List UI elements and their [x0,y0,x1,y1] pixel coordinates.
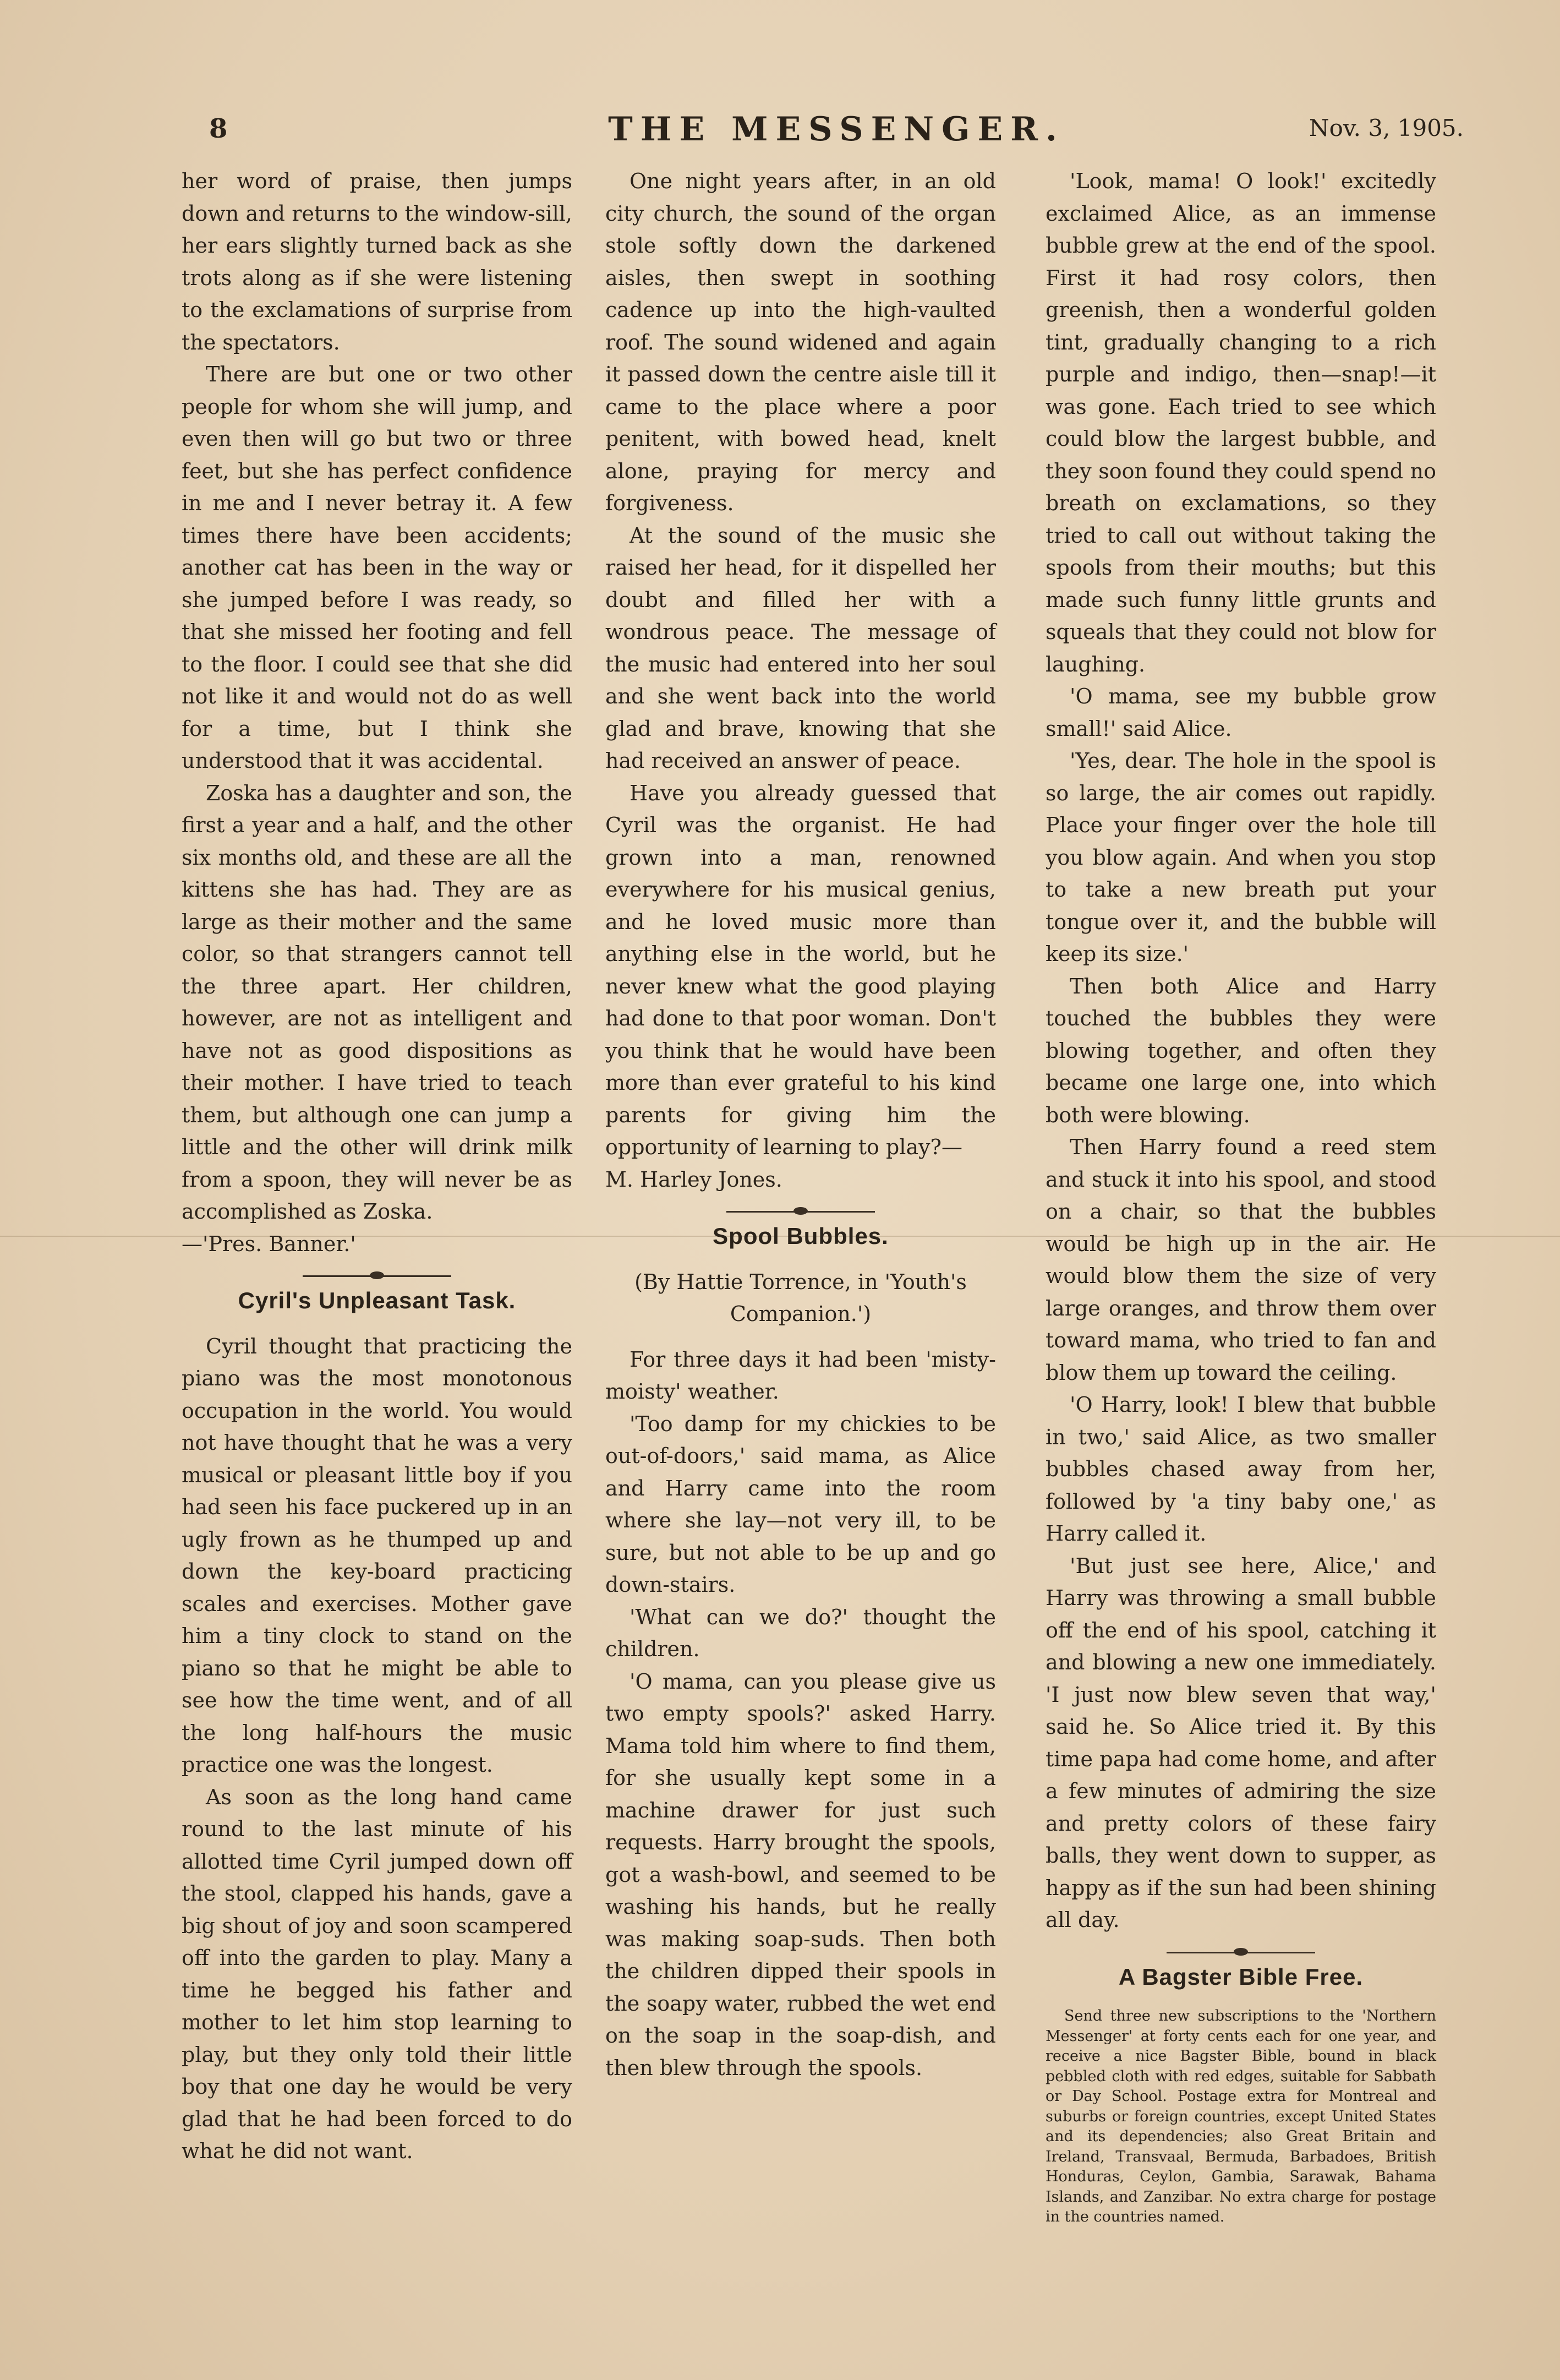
cyril-author: M. Harley Jones. [605,1167,782,1192]
spool-paragraph: 'Too damp for my chickies to be out-of-doors,' said mama, as Alice and Harry came into the room where she lay—not very ill, to be sure, but not able to be up and go down-stairs. [605,1411,996,1597]
spool-paragraph: Then Harry found a reed stem and stuck it into his spool, and stood on a chair, so that the bubbles would be high up in the air. He would blow them the size of very large oranges, and throw them over toward mama, who tried to fan and blow them up toward the ceiling. [1046,1135,1436,1385]
cyril-paragraph: One night years after, in an old city church, the sound of the organ stole softly down the darkened aisles, then swept in soothing cadence up into the high-vaulted roof. The sound widened and again it passed down the centre aisle till it came to the place where a poor penitent, with bowed head, knelt alone, praying for mercy and forgiveness. [605,169,996,515]
cyril-title: Cyril's Unpleasant Task. [238,1287,516,1313]
cyril-paragraph: Have you already guessed that Cyril was the organist. He had grown into a man, renowned everywhere for his musical genius, and he loved music more than anything else in the world, but he never knew what the good playing had done to that poor woman. Don't you think that he would have been more than ever grateful to his kind parents for giving him the opportunity of learning to play?— [605,780,996,1159]
page-number: 8 [209,113,228,144]
column-3 [1046,165,1436,2225]
column-2 [605,165,996,2213]
zoska-source: —'Pres. Banner.' [182,1231,356,1256]
cyril-paragraph: At the sound of the music she raised her head, for it dispelled her doubt and filled her with a wondrous peace. The message of the music had entered into her soul and she went back into the world glad and brave, knowing that she had received an answer of peace. [605,523,996,773]
spool-title: Spool Bubbles. [713,1223,889,1249]
bible-notice-text: Send three new subscriptions to the 'Northern Messenger' at forty cents each for one year, and receive a nice Bagster Bible, bound in black pebbled cloth with red edges, suitable for Sabbath or Day School. Postage extra for Montreal and suburbs or foreign countries, except United States and its dependencies; also Great Britain and Ireland, Transvaal, Bermuda, Barbadoes, British Honduras, Ceylon, Gambia, Sarawak, Bahama Islands, and Zanzibar. No extra charge for postage in the countries named. [1046,2007,1436,2225]
column-1 [182,165,572,2213]
spool-paragraph: 'Look, mama! O look!' excitedly exclaimed Alice, as an immense bubble grew at the end of the spool. First it had rosy colors, then greenish, then a wonderful golden tint, gradually changing to a rich purple and indigo, then—snap!—it was gone. Each tried to see which could blow the largest bubble, and they soon found they could spend no breath on exclamations, so they tried to call out without taking the spools from their mouths; but this made such funny little grunts and squeals that they could not blow for laughing. [1046,169,1436,676]
spool-paragraph: 'O mama, see my bubble grow small!' said Alice. [1046,684,1436,741]
bible-notice-title: A Bagster Bible Free. [1118,1963,1364,1990]
cyril-paragraph: As soon as the long hand came round to the last minute of his allotted time Cyril jumped down off the stool, clapped his hands, gave a big shout of joy and soon scampered off into the garden to play. Many a time he begged his father and mother to let him stop learning to play, but they only told their little boy that one day he would be very glad that he had been forced to do what he did not want. [182,1784,572,2163]
spool-paragraph: 'What can we do?' thought the children. [605,1604,996,1661]
spool-paragraph: 'O mama, can you please give us two empty spools?' asked Harry. Mama told him where to find them, for she usually kept some in a machine drawer for just such requests. Harry brought the spools, got a wash-bowl, and seemed to be washing his hands, but he really was making soap-suds. Then both the children dipped their spools in the soapy water, rubbed the wet end on the soap in the soap-dish, and then blew through the spools. [605,1669,996,2080]
section-divider [726,1211,875,1213]
spool-byline: (By Hattie Torrence, in 'Youth's Companion.') [634,1269,967,1326]
cyril-paragraph: Cyril thought that practicing the piano was the most monotonous occupation in the world. You would not have thought that he was a very musical or pleasant little boy if you had seen his face puckered up in an ugly frown as he thumped up and down the key-board practicing scales and exercises. Mother gave him a tiny clock to stand on the piano so that he might be able to see how the time went, and of all the long half-hours the music practice one was the longest. [182,1334,572,1777]
masthead [209,110,1464,160]
spool-paragraph: 'O Harry, look! I blew that bubble in two,' said Alice, as two smaller bubbles chased away from her, followed by 'a tiny baby one,' as Harry called it. [1046,1393,1436,1546]
spool-paragraph: Then both Alice and Harry touched the bubbles they were blowing together, and often they became one large one, into which both were blowing. [1046,974,1436,1127]
newspaper-title: THE MESSENGER. [608,110,1065,149]
section-divider [303,1275,451,1277]
issue-date: Nov. 3, 1905. [1309,114,1464,141]
spool-paragraph: 'Yes, dear. The hole in the spool is so large, the air comes out rapidly. Place your finger over the hole till you blow again. And when you stop to take a new breath put your tongue over it, and the bubble will keep its size.' [1046,749,1436,966]
zoska-paragraph: There are but one or two other people for whom she will jump, and even then will go but two or three feet, but she has perfect confidence in me and I never betray it. A few times there have been accidents; another cat has been in the way or she jumped before I was ready, so that she missed her footing and fell to the floor. I could see that she did not like it and would not do as well for a time, but I think she understood that it was accidental. [182,362,572,773]
zoska-paragraph: Zoska has a daughter and son, the first a year and a half, and the other six months old, and these are all the kittens she has had. They are as large as their mother and the same color, so that strangers cannot tell the three apart. Her children, however, are not as intelligent and have not as good dispositions as their mother. I have tried to teach them, but although one can jump a little and the other will drink milk from a spoon, they will never be as accomplished as Zoska. [182,780,572,1224]
spool-paragraph: For three days it had been 'misty-moisty' weather. [605,1347,996,1404]
zoska-paragraph: her word of praise, then jumps down and returns to the window-sill, her ears slightly turned back as she trots along as if she were listening to the exclamations of surprise from the spectators. [182,169,572,354]
spool-paragraph: 'But just see here, Alice,' and Harry was throwing a small bubble off the end of his spool, catching it and blowing a new one immediately. 'I just now blew seven that way,' said he. So Alice tried it. By this time papa had come home, and after a few minutes of admiring the size and pretty colors of these fairy balls, they went down to supper, as happy as if the sun had been shining all day. [1046,1553,1436,1932]
section-divider [1167,1952,1315,1953]
